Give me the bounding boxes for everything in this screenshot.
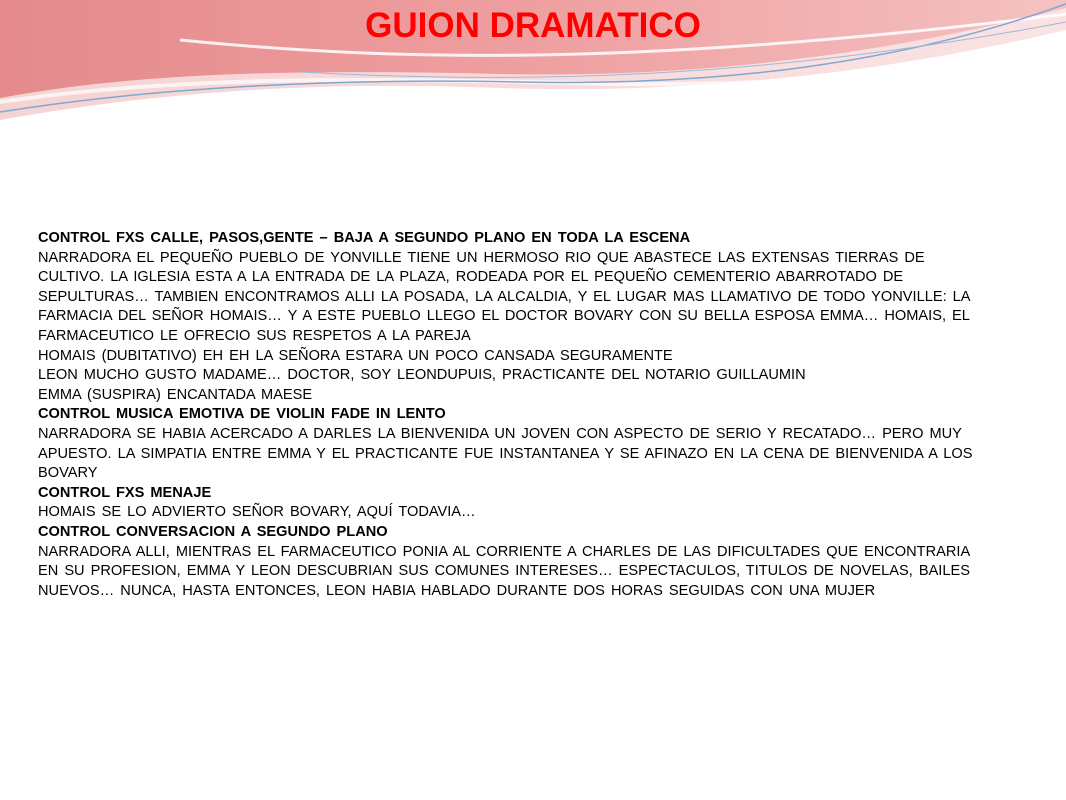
script-line-narradora: NARRADORA EL PEQUEÑO PUEBLO DE YONVILLE TIENE UN HERMOSO RIO QUE ABASTECE LAS EXTENSAS TIERRAS DE CULTIVO. LA IGLESIA ESTA A LA ENTRADA DE LA PLAZA, RODEADA POR EL PEQUEÑO CEMENTERIO ABARROTADO DE SEPULTURAS… TAMBIEN ENCONTRAMOS ALLI LA POSADA, LA ALCALDIA, Y EL LUGAR MAS LLAMATIVO DE TODO YONVILLE: LA FARMACIA DEL SEÑOR HOMAIS… Y A ESTE PUEBLO LLEGO EL DOCTOR BOVARY CON SU BELLA ESPOSA EMMA… HOMAIS, EL FARMACEUTICO LE OFRECIO SUS RESPETOS A LA PAREJA	[38, 249, 970, 344]
script-line-control: CONTROL CONVERSACION A SEGUNDO PLANO	[38, 523, 388, 540]
script-line-control: CONTROL FXS CALLE, PASOS,GENTE – BAJA A SEGUNDO PLANO EN TODA LA ESCENA	[38, 230, 691, 246]
script-line-control: CONTROL FXS MENAJE	[38, 484, 212, 501]
slide-title: GUION DRAMATICO	[365, 6, 701, 45]
script-line-narradora: NARRADORA SE HABIA ACERCADO A DARLES LA BIENVENIDA UN JOVEN CON ASPECTO DE SERIO Y RECATADO… PERO MUY APUESTO. LA SIMPATIA ENTRE EMMA Y EL PRACTICANTE FUE INSTANTANEA Y SE AFINAZO EN LA CENA DE BIENVENIDA A LOS BOVARY	[38, 425, 973, 482]
script-body	[38, 229, 988, 601]
script-line-homais: HOMAIS SE LO ADVIERTO SEÑOR BOVARY, AQUÍ TODAVIA…	[38, 504, 476, 521]
script-line-emma: EMMA (SUSPIRA) ENCANTADA MAESE	[38, 386, 313, 403]
script-line-narradora: NARRADORA ALLI, MIENTRAS EL FARMACEUTICO PONIA AL CORRIENTE A CHARLES DE LAS DIFICULTADES QUE ENCONTRARIA EN SU PROFESION, EMMA Y LEON DESCUBRIAN SUS COMUNES INTERESES… ESPECTACULOS, TITULOS DE NOVELAS, BAILES NUEVOS… NUNCA, HASTA ENTONCES, LEON HABIA HABLADO DURANTE DOS HORAS SEGUIDAS CON UNA MUJER	[38, 543, 970, 599]
script-line-control: CONTROL MUSICA EMOTIVA DE VIOLIN FADE IN LENTO	[38, 406, 446, 423]
script-line-homais: HOMAIS (DUBITATIVO) EH EH LA SEÑORA ESTARA UN POCO CANSADA SEGURAMENTE	[38, 347, 673, 364]
script-line-leon: LEON MUCHO GUSTO MADAME… DOCTOR, SOY LEONDUPUIS, PRACTICANTE DEL NOTARIO GUILLAUMIN	[38, 367, 806, 384]
